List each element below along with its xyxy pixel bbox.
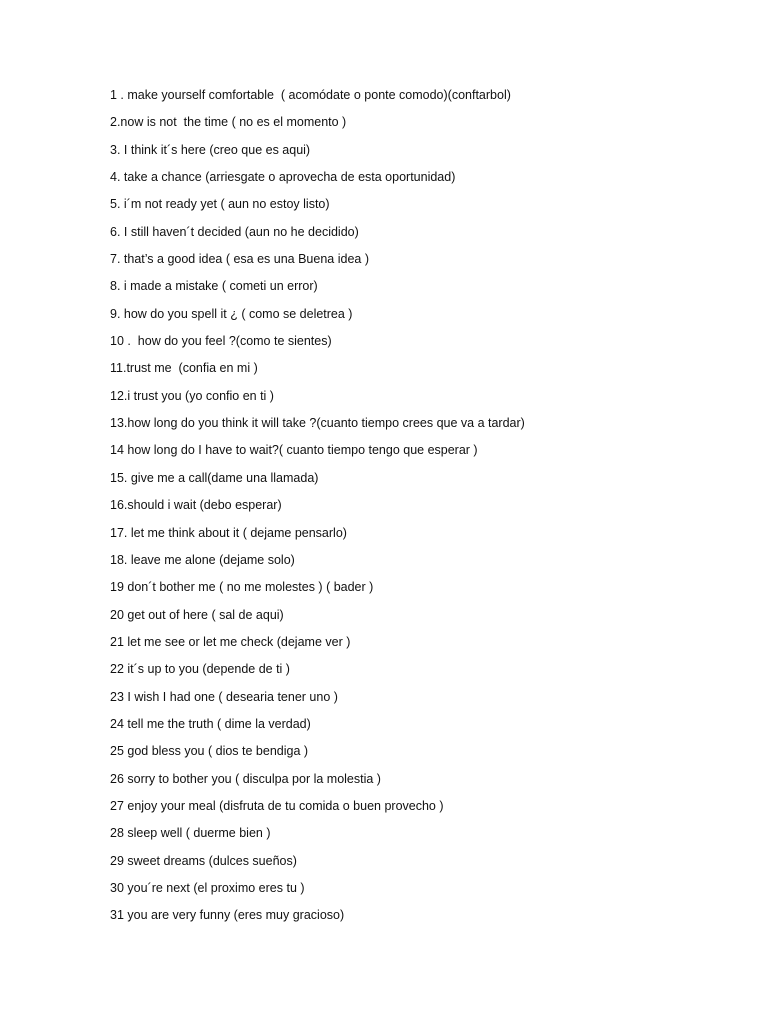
phrase-line: 26 sorry to bother you ( disculpa por la molestia ) — [110, 771, 381, 786]
phrase-line: 3. I think it´s here (creo que es aqui) — [110, 142, 311, 157]
phrase-line: 14 how long do I have to wait?( cuanto tiempo tengo que esperar ) — [110, 443, 478, 458]
phrase-line: 2.now is not the time ( no es el momento ) — [110, 115, 347, 130]
phrase-line: 6. I still haven´t decided (aun no he decidido) — [110, 224, 359, 239]
phrase-line: 13.how long do you think it will take ?(cuanto tiempo crees que va a tardar) — [110, 416, 525, 431]
phrase-line: 18. leave me alone (dejame solo) — [110, 552, 295, 567]
phrase-line: 23 I wish I had one ( desearia tener uno ) — [110, 689, 338, 704]
phrase-line: 20 get out of here ( sal de aqui) — [110, 607, 284, 622]
phrase-list — [110, 85, 525, 933]
phrase-line: 11.trust me (confia en mi ) — [110, 361, 258, 376]
phrase-line: 30 you´re next (el proximo eres tu ) — [110, 880, 305, 895]
phrase-line: 21 let me see or let me check (dejame ver ) — [110, 634, 351, 649]
phrase-line: 24 tell me the truth ( dime la verdad) — [110, 716, 311, 731]
phrase-line: 28 sleep well ( duerme bien ) — [110, 826, 271, 841]
phrase-line: 19 don´t bother me ( no me molestes ) ( bader ) — [110, 580, 374, 595]
phrase-line: 17. let me think about it ( dejame pensarlo) — [110, 525, 347, 540]
phrase-line: 29 sweet dreams (dulces sueños) — [110, 853, 297, 868]
phrase-line: 10 . how do you feel ?(como te sientes) — [110, 334, 332, 349]
phrase-line: 16.should i wait (debo esperar) — [110, 498, 282, 513]
phrase-line: 7. that’s a good idea ( esa es una Buena idea ) — [110, 252, 369, 267]
phrase-line: 1 . make yourself comfortable ( acomódate o ponte comodo)(conftarbol) — [110, 88, 511, 102]
phrase-line: 9. how do you spell it ¿ ( como se deletrea ) — [110, 306, 353, 321]
phrase-line: 15. give me a call(dame una llamada) — [110, 470, 319, 485]
phrase-line: 5. i´m not ready yet ( aun no estoy listo) — [110, 197, 330, 212]
phrase-line: 31 you are very funny (eres muy gracioso) — [110, 908, 345, 923]
phrase-line: 4. take a chance (arriesgate o aprovecha de esta oportunidad) — [110, 170, 456, 185]
phrase-line: 27 enjoy your meal (disfruta de tu comida o buen provecho ) — [110, 798, 444, 813]
phrase-line: 8. i made a mistake ( cometi un error) — [110, 279, 318, 294]
phrase-line: 22 it´s up to you (depende de ti ) — [110, 662, 290, 677]
phrase-line: 25 god bless you ( dios te bendiga ) — [110, 744, 309, 759]
phrase-line: 12.i trust you (yo confio en ti ) — [110, 388, 274, 403]
